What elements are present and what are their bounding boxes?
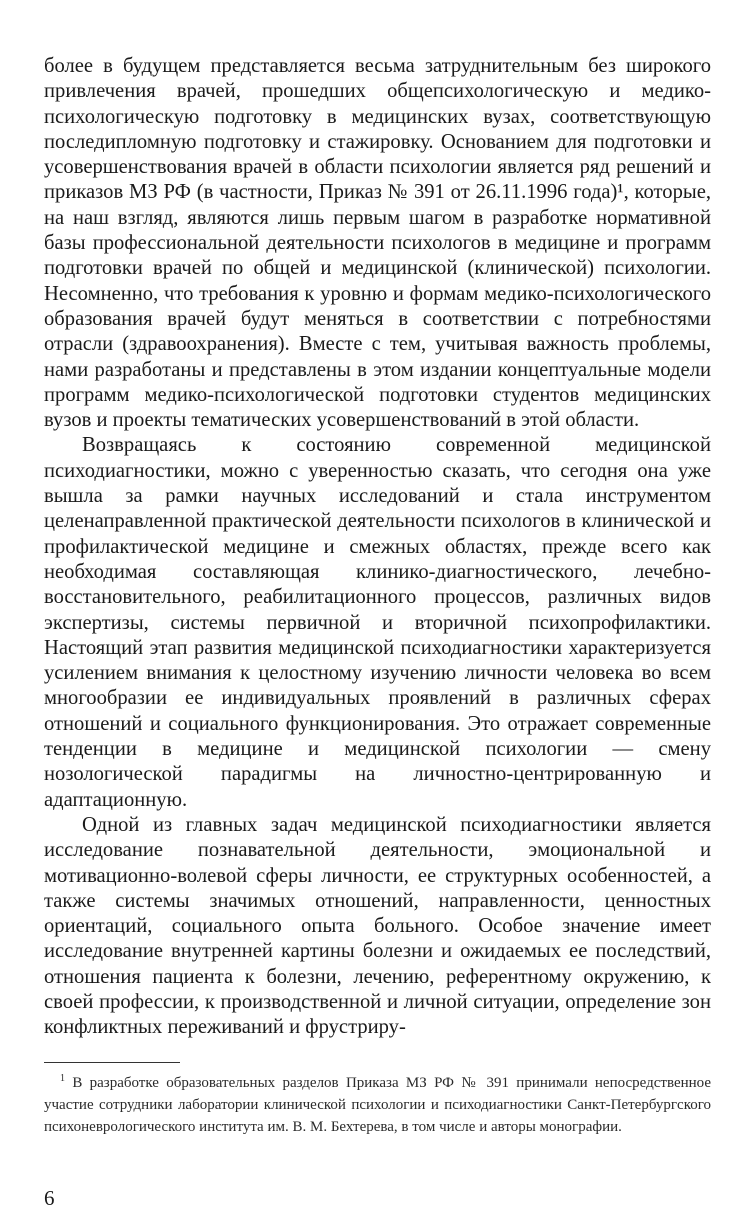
footnote-text: В разработке образовательных разделов Приказа МЗ РФ № 391 принимали непосредственное участие сотрудники лаборатории клинической психологии и психодиагностики Санкт-Петербургского психоневрологического института им. В. М. Бехтерева, в том числе и авторы монографии. (44, 1075, 712, 1135)
paragraph-3: Одной из главных задач медицинской психодиагностики является исследование познавательной деятельности, эмоциональной и мотивационно-волевой сферы личности, ее структурных особенностей, а также системы значимых отношений, направленности, ценностных ориентаций, социального опыта больного. Особое значение имеет исследование внутренней картины болезни и ожидаемых ее последствий, отношения пациента к болезни, лечению, референтному окружению, к своей профессии, к производственной и личной ситуации, определение зон конфликтных переживаний и фрустриру- (44, 813, 711, 1039)
footnote (44, 1072, 711, 1138)
document-body (44, 54, 711, 1041)
paragraph-1: более в будущем представляется весьма затруднительным без широкого привлечения врачей, прошедших общепсихологическую и медико-психологическую подготовку в медицинских вузах, соответствующую последипломную подготовку и стажировку. Основанием для подготовки и усовершенствования врачей в области психологии является ряд решений и приказов МЗ РФ (в частности, Приказ № 391 от 26.11.1996 года)¹, которые, на наш взгляд, являются лишь первым шагом в разработке нормативной базы профессиональной деятельности психологов в медицине и программ подготовки врачей по общей и медицинской (клинической) психологии. Несомненно, что требования к уровню и формам медико-психологического образования врачей будут меняться в соответствии с потребностями отрасли (здравоохранения). Вместе с тем, учитывая важность проблемы, нами разработаны и представлены в этом издании концептуальные модели программ медико-психологической подготовки студентов медицинских вузов и проекты тематических усовершенствований в этой области. (44, 55, 711, 432)
footnote-mark: 1 (60, 1073, 65, 1084)
paragraph-2: Возвращаясь к состоянию современной медицинской психодиагностики, можно с уверенностью сказать, что сегодня она уже вышла за рамки научных исследований и стала инструментом целенаправленной практической деятельности психологов в клинической и профилактической медицине и смежных областях, прежде всего как необходимая составляющая клинико-диагностического, лечебно-восстановительного, реабилитационного процессов, различных видов экспертизы, системы первичной и вторичной психопрофилактики. Настоящий этап развития медицинской психодиагностики характеризуется усилением внимания к целостному изучению личности человека во всем многообразии ее индивидуальных проявлений в различных сферах отношений и социального функционирования. Это отражает современные тенденции в медицине и медицинской психологии — смену нозологической парадигмы на личностно-центрированную и адаптационную. (44, 434, 711, 811)
footnote-divider (44, 1062, 180, 1063)
page-number: 6 (44, 1186, 55, 1210)
